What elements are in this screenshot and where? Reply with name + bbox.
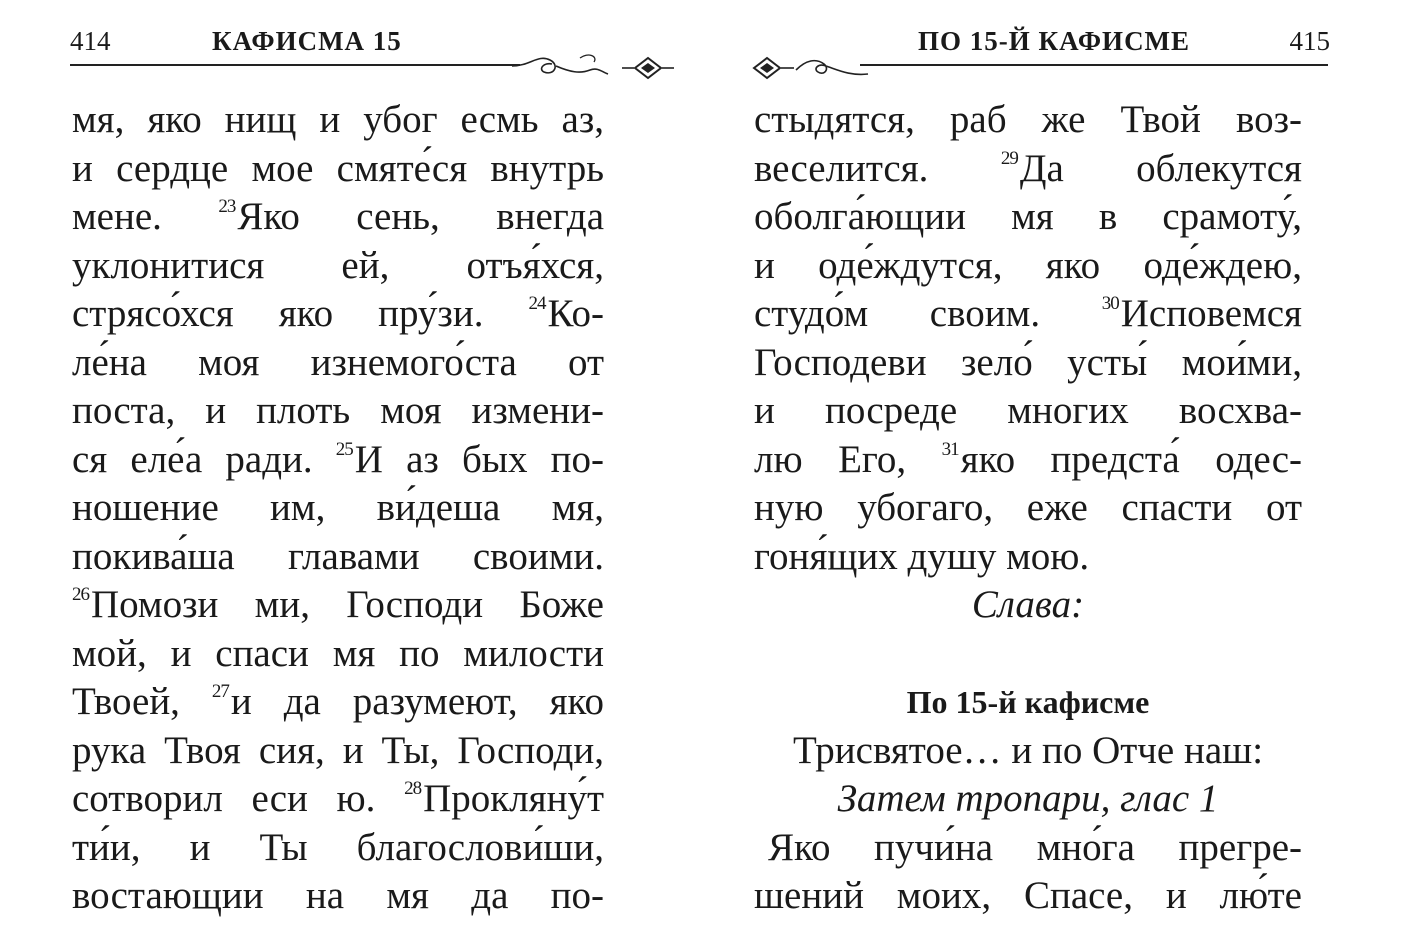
- text-line: [72, 533, 604, 582]
- verse-number: 23: [218, 196, 236, 217]
- text-segment: уклонитися ей, отъя́хся,: [72, 243, 604, 287]
- text-line: [754, 193, 1302, 242]
- verse-number: 25: [335, 438, 353, 460]
- header-rule: [860, 64, 1328, 66]
- text-segment: востающии на мя да по-: [72, 874, 604, 917]
- text-segment: ле́на моя изнемого́ста от: [72, 340, 604, 384]
- text-line: [72, 484, 604, 533]
- text-line: [72, 290, 604, 339]
- text-segment: покива́ша главами своими.: [72, 534, 604, 578]
- text-segment: мене.: [72, 195, 219, 238]
- text-segment: лю Его,: [754, 437, 942, 481]
- verse-number: 28: [404, 778, 422, 799]
- text-line: [72, 581, 604, 630]
- text-segment: яко предста́ одес-: [960, 437, 1302, 481]
- text-segment: оболга́ющии мя в срамоту́,: [754, 195, 1302, 238]
- text-line: [72, 339, 604, 388]
- text-line: [72, 630, 604, 679]
- verse-number: 26: [72, 584, 89, 605]
- text-line: [72, 727, 604, 776]
- verse-number: 29: [1000, 147, 1018, 169]
- text-line: [72, 775, 604, 824]
- section-heading: По 15-й кафисме: [906, 684, 1150, 720]
- text-line: [754, 484, 1302, 533]
- text-segment: мой, и спаси мя по милости: [72, 631, 604, 675]
- text-segment: и сердце мое смяте́ся внутрь: [72, 146, 604, 190]
- text-line: [754, 436, 1302, 485]
- tone-rubric: Затем тропари, глас 1: [837, 777, 1219, 820]
- text-line: [754, 533, 1302, 582]
- text-segment: студо́м своим.: [754, 292, 1102, 335]
- text-segment: Яко сень, внегда: [237, 195, 604, 238]
- text-segment: Господеви зело́ усты́ мои́ми,: [754, 340, 1302, 384]
- text-line: [754, 145, 1302, 194]
- text-segment: рука Твоя сия, и Ты, Господи,: [72, 728, 604, 772]
- text-line: [72, 872, 604, 921]
- right-page-text: [754, 96, 1302, 921]
- page-number: 414: [70, 26, 111, 56]
- text-line: [72, 824, 604, 873]
- header-ornament-icon: [750, 52, 870, 86]
- header-rule: [70, 64, 520, 66]
- text-segment: Да облекутся: [1019, 146, 1302, 190]
- left-page-text: [72, 96, 604, 921]
- text-segment: ти́и, и Ты благослови́ши,: [72, 825, 604, 869]
- running-header: КАФИСМА 15: [212, 26, 402, 56]
- troparion-line: шений моих, Спасе, и лю́те: [754, 874, 1302, 917]
- right-page-header: [750, 22, 1330, 72]
- text-segment: Прокляну́т: [423, 777, 604, 820]
- text-line: [754, 290, 1302, 339]
- text-segment: и посреде многих восхва-: [754, 389, 1302, 432]
- trisagion-line: Трисвятое… и по Отче наш:: [792, 728, 1264, 772]
- running-header: ПО 15-Й КАФИСМЕ: [918, 26, 1191, 56]
- text-segment: веселится.: [754, 146, 1001, 190]
- text-segment: Ко-: [547, 292, 604, 335]
- text-segment: стыдятся, раб же Твой воз-: [754, 98, 1302, 141]
- page-number: 415: [1289, 26, 1330, 56]
- text-line: [72, 145, 604, 194]
- text-line: [754, 96, 1302, 145]
- left-page: [0, 0, 690, 947]
- left-page-header: [70, 22, 610, 72]
- text-segment: и да разумеют, яко: [230, 680, 604, 723]
- text-line: [72, 193, 604, 242]
- text-segment: Твоей,: [72, 680, 212, 723]
- text-segment: ную убогаго, еже спасти от: [754, 486, 1302, 529]
- text-segment: и оде́ждутся, яко оде́ждею,: [754, 243, 1302, 287]
- right-page: [720, 0, 1409, 947]
- blank-line: [754, 630, 1302, 679]
- text-segment: ся еле́а ради.: [72, 437, 336, 481]
- text-segment: мя, яко нищ и убог есмь аз,: [72, 98, 604, 141]
- header-ornament-icon: [510, 52, 680, 86]
- text-line: [72, 387, 604, 436]
- text-line: [754, 339, 1302, 388]
- text-segment: гоня́щих душу мою.: [754, 534, 1090, 578]
- text-segment: сотворил еси ю.: [72, 777, 405, 820]
- text-line: [754, 387, 1302, 436]
- verse-number: 27: [211, 681, 229, 702]
- text-segment: Помози ми, Господи Боже: [91, 583, 604, 626]
- verse-number: 31: [941, 438, 959, 460]
- text-line: [72, 436, 604, 485]
- text-line: [72, 678, 604, 727]
- text-line: [754, 242, 1302, 291]
- verse-number: 24: [528, 293, 546, 314]
- psalm-text: [754, 96, 1302, 581]
- verse-number: 30: [1101, 293, 1119, 314]
- text-segment: И аз бых по-: [354, 437, 604, 481]
- text-line: [72, 242, 604, 291]
- text-segment: ношение им, ви́деша мя,: [72, 486, 604, 529]
- text-line: [72, 96, 604, 145]
- text-segment: стрясо́хся яко пру́зи.: [72, 292, 529, 335]
- troparion-line: Яко пучи́на мно́га прегре-: [768, 825, 1302, 869]
- text-segment: поста, и плоть моя измени-: [72, 389, 604, 432]
- slava-rubric: Слава:: [971, 583, 1085, 626]
- text-segment: Исповемся: [1120, 292, 1302, 335]
